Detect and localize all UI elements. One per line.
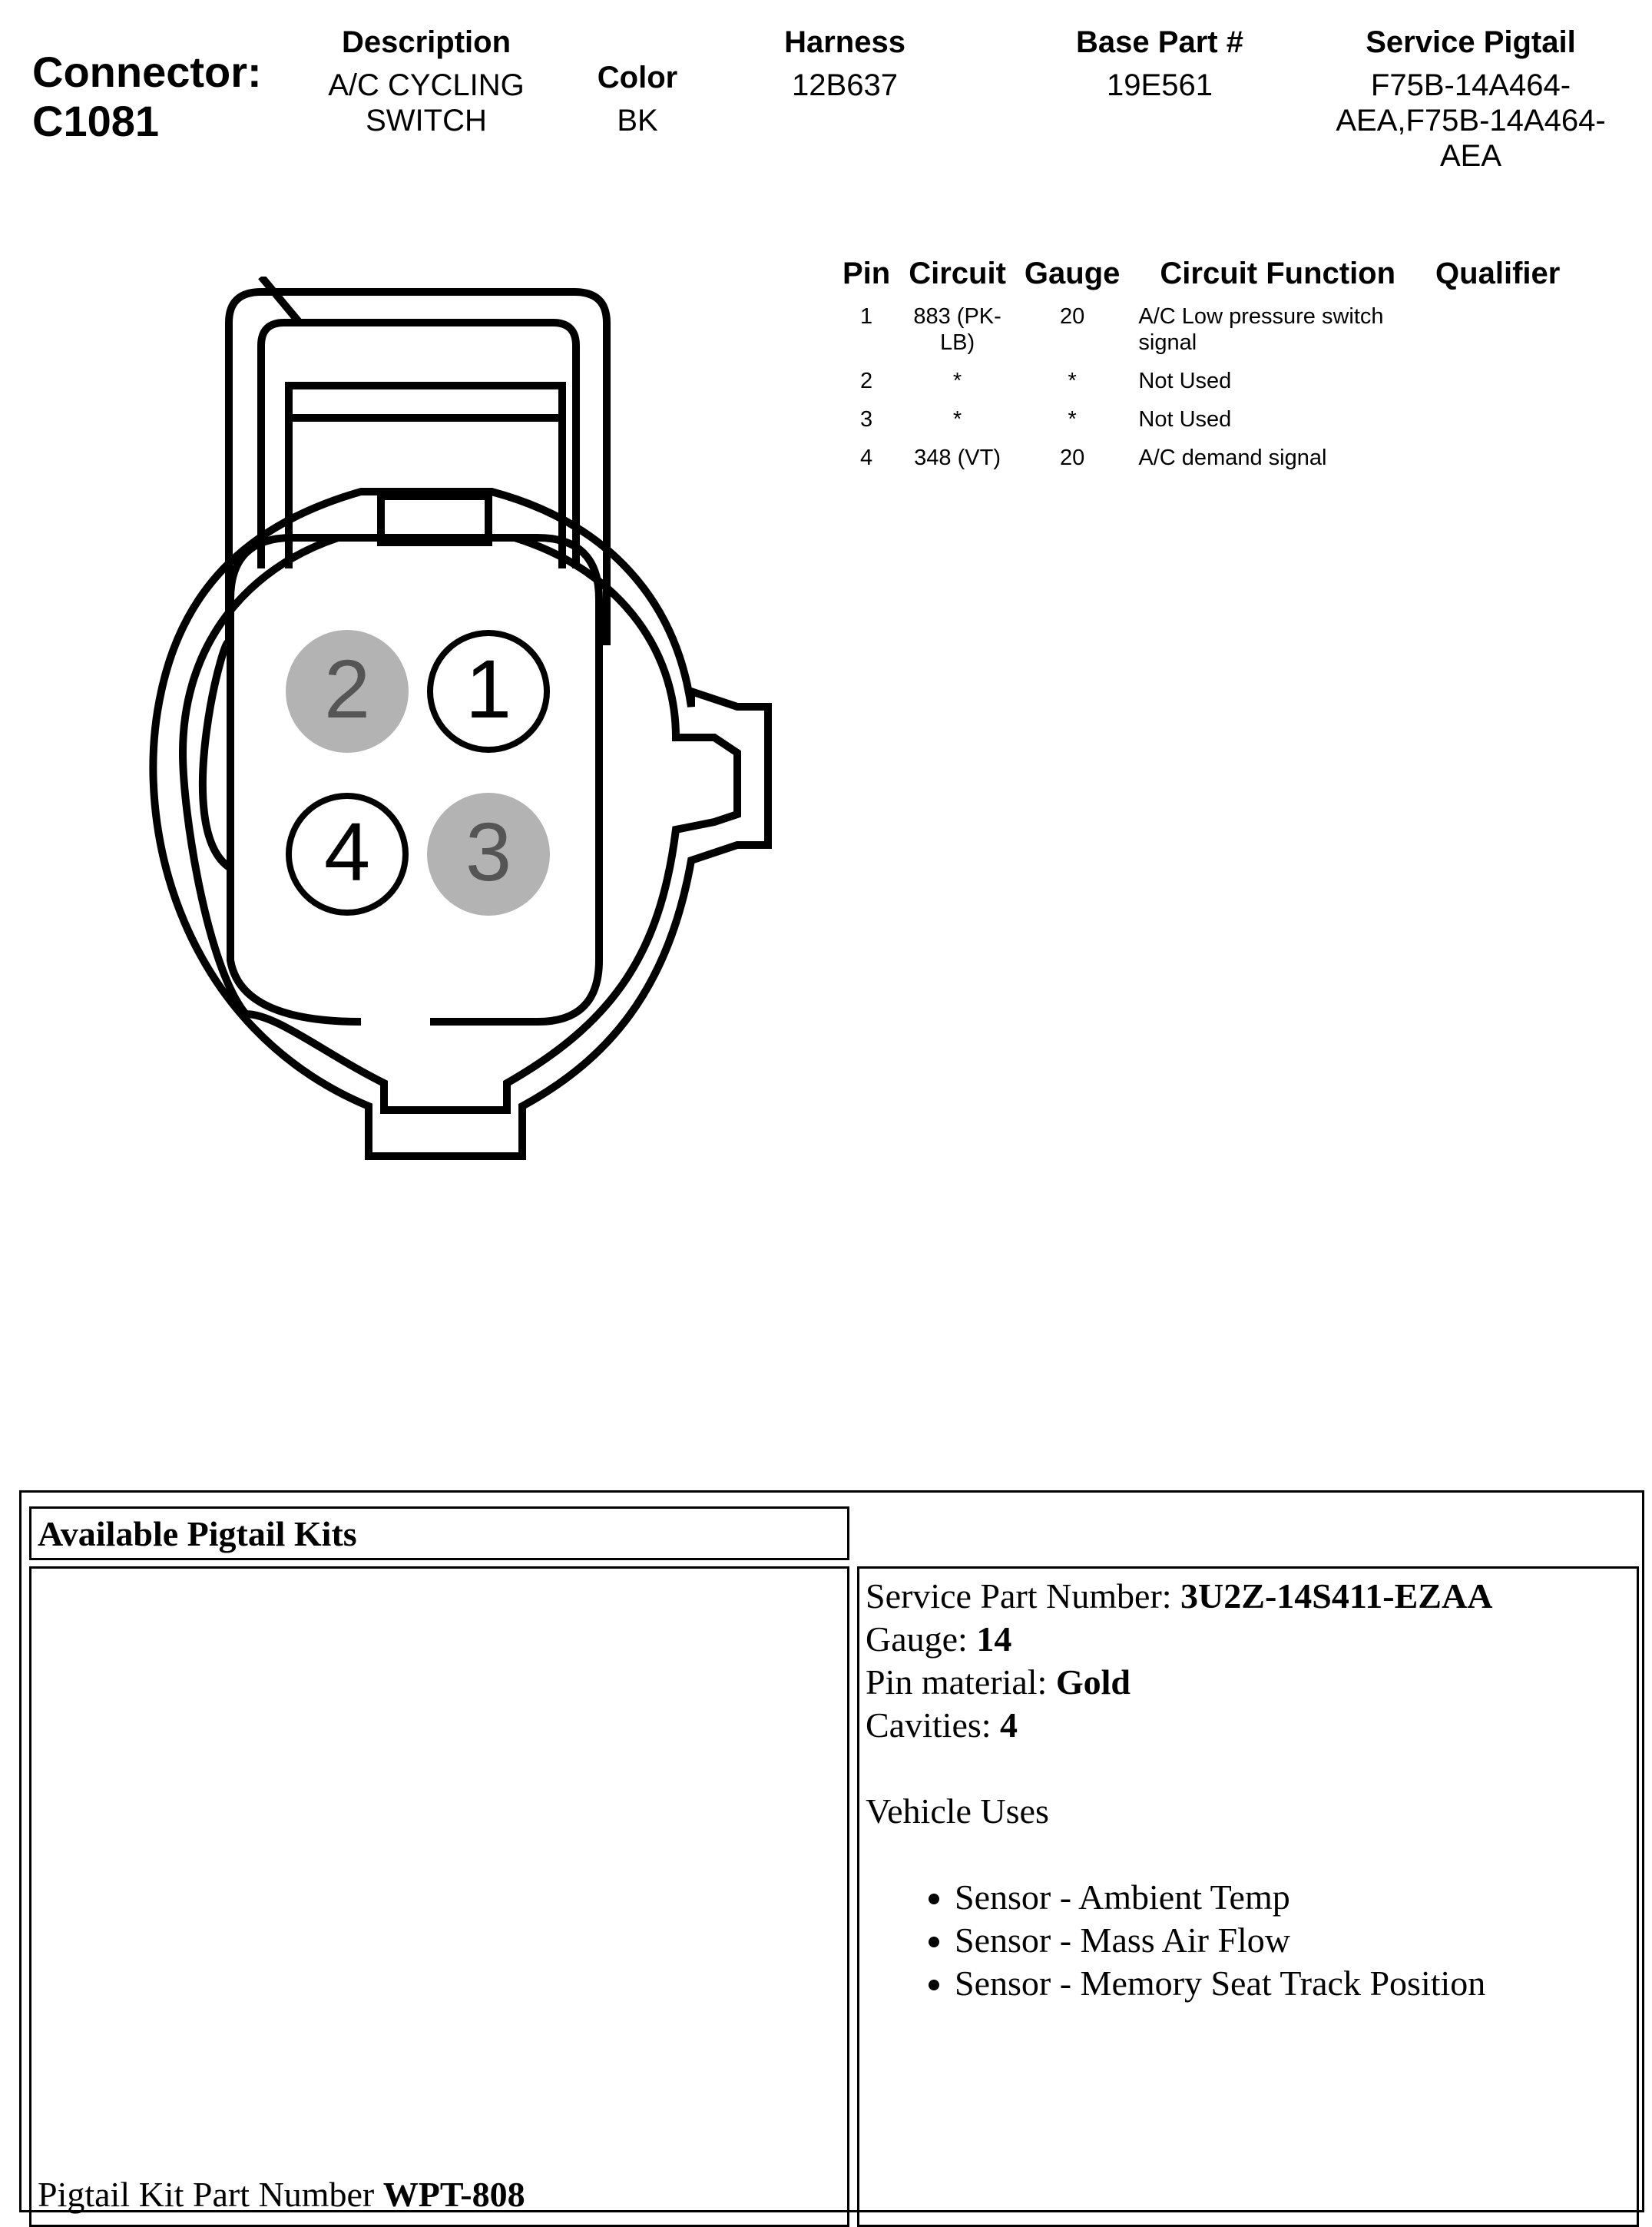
- function-cell: [1129, 300, 1426, 365]
- pin-cavity-1: [430, 633, 547, 750]
- kit-value: WPT-808: [382, 2175, 525, 2214]
- circuit-cell: 348 (VT): [914, 446, 1001, 470]
- pigtail-kits-table: [19, 1490, 1644, 2212]
- pigtail-title: Available Pigtail Kits: [38, 1514, 357, 1553]
- service-part-label: Service Part Number:: [866, 1576, 1181, 1616]
- circuit-text: 883 (PK-: [913, 304, 1001, 329]
- pin-cell: 2: [860, 369, 873, 393]
- cavity-wall: [230, 538, 599, 1022]
- latch-frame-inner: [261, 323, 576, 568]
- gauge-cell: *: [1068, 369, 1077, 393]
- pin-label-2: 2: [323, 642, 371, 735]
- gauge-cell: 20: [1060, 304, 1085, 329]
- list-item: • Sensor - Ambient Temp: [955, 1876, 1485, 1919]
- color-value: BK: [617, 104, 658, 138]
- pin-cell: 1: [860, 304, 873, 329]
- function-cell: Not Used: [1138, 369, 1232, 393]
- pin-table-header-row: [833, 247, 1569, 300]
- qualifier-cell: [1426, 403, 1569, 442]
- gauge-value: 14: [976, 1619, 1012, 1659]
- description-line1: A/C CYCLING: [328, 68, 525, 102]
- pin-cell: 4: [860, 446, 873, 470]
- service-part-value: 3U2Z-14S411-EZAA: [1180, 1576, 1493, 1616]
- gauge-label: Gauge:: [866, 1619, 977, 1659]
- table-row: [833, 403, 1569, 442]
- service-pigtail-line1: F75B-14A464-: [1370, 68, 1571, 102]
- color-column: [568, 60, 707, 138]
- connector-title: [32, 48, 262, 146]
- gauge-header: Gauge: [1024, 257, 1121, 290]
- pin-cavity-4: [289, 796, 406, 913]
- pin-header: Pin: [843, 257, 891, 290]
- pin-material-label: Pin material:: [866, 1662, 1056, 1702]
- connector-label: Connector:: [32, 48, 262, 96]
- service-pigtail-column: [1306, 25, 1636, 174]
- cavities-spec: [866, 1704, 1018, 1747]
- circuit-header: Circuit: [909, 257, 1006, 290]
- circuit-cell: *: [952, 369, 962, 393]
- description-line2: SWITCH: [366, 104, 487, 138]
- circuit-text-cont: LB): [940, 330, 975, 355]
- qualifier-cell: [1426, 300, 1569, 365]
- service-pigtail-line2: AEA,F75B-14A464-: [1336, 104, 1606, 138]
- latch-bar: [289, 386, 562, 418]
- table-row: [833, 300, 1569, 365]
- pin-label-4: 4: [323, 805, 371, 898]
- harness-column: [737, 25, 952, 103]
- connector-face-diagram: [138, 277, 783, 1168]
- color-heading: Color: [597, 61, 678, 94]
- circuit-function-header: Circuit Function: [1160, 257, 1396, 290]
- gauge-spec: [866, 1618, 1011, 1661]
- list-item: • Sensor - Mass Air Flow: [955, 1919, 1485, 1962]
- gauge-cell: *: [1068, 407, 1077, 432]
- pigtail-kit-cell: [29, 1566, 849, 2227]
- connector-id: C1081: [32, 97, 160, 145]
- pin-material-value: Gold: [1055, 1662, 1131, 1702]
- pin-material-spec: [866, 1661, 1131, 1704]
- pin-label-1: 1: [465, 642, 512, 735]
- kit-label: Pigtail Kit Part Number: [38, 2175, 383, 2214]
- service-pigtail-heading: Service Pigtail: [1366, 25, 1576, 59]
- qualifier-header: Qualifier: [1435, 257, 1561, 290]
- pin-cell: 3: [860, 407, 873, 432]
- function-text: A/C Low pressure switch: [1138, 304, 1384, 329]
- base-part-heading: Base Part #: [1076, 25, 1243, 59]
- cavities-value: 4: [1000, 1705, 1018, 1745]
- description-heading: Description: [341, 25, 511, 59]
- base-part-value: 19E561: [1107, 68, 1213, 102]
- table-row: [833, 365, 1569, 403]
- function-cell: Not Used: [1138, 407, 1232, 432]
- qualifier-cell: [1426, 365, 1569, 403]
- harness-heading: Harness: [784, 25, 905, 59]
- vehicle-uses-list: [859, 1876, 1485, 2005]
- circuit-cell: *: [952, 407, 962, 432]
- pin-table: [833, 247, 1569, 480]
- list-item: • Sensor - Memory Seat Track Position: [955, 1962, 1485, 2005]
- pigtail-title-right-cell: [857, 1506, 1639, 1560]
- vehicle-uses-heading: Vehicle Uses: [866, 1791, 1049, 1831]
- pigtail-title-cell: [29, 1506, 849, 1560]
- function-cell: A/C demand signal: [1138, 446, 1327, 470]
- pigtail-specs-cell: [857, 1566, 1639, 2227]
- service-part-number: [866, 1575, 1492, 1618]
- base-part-column: [1037, 25, 1283, 103]
- gauge-cell: 20: [1060, 446, 1085, 470]
- pigtail-kit-part-number: [38, 2174, 525, 2215]
- qualifier-cell: [1426, 442, 1569, 480]
- service-pigtail-line3: AEA: [1439, 139, 1502, 173]
- function-text-cont: signal: [1138, 330, 1197, 355]
- pin-label-3: 3: [465, 805, 512, 898]
- pin-cavity-3: [427, 793, 550, 916]
- description-column: [307, 25, 545, 138]
- table-row: [833, 442, 1569, 480]
- circuit-cell: [899, 300, 1015, 365]
- pin-cavity-2: [286, 630, 409, 753]
- harness-value: 12B637: [792, 68, 898, 102]
- cavities-label: Cavities:: [866, 1705, 1001, 1745]
